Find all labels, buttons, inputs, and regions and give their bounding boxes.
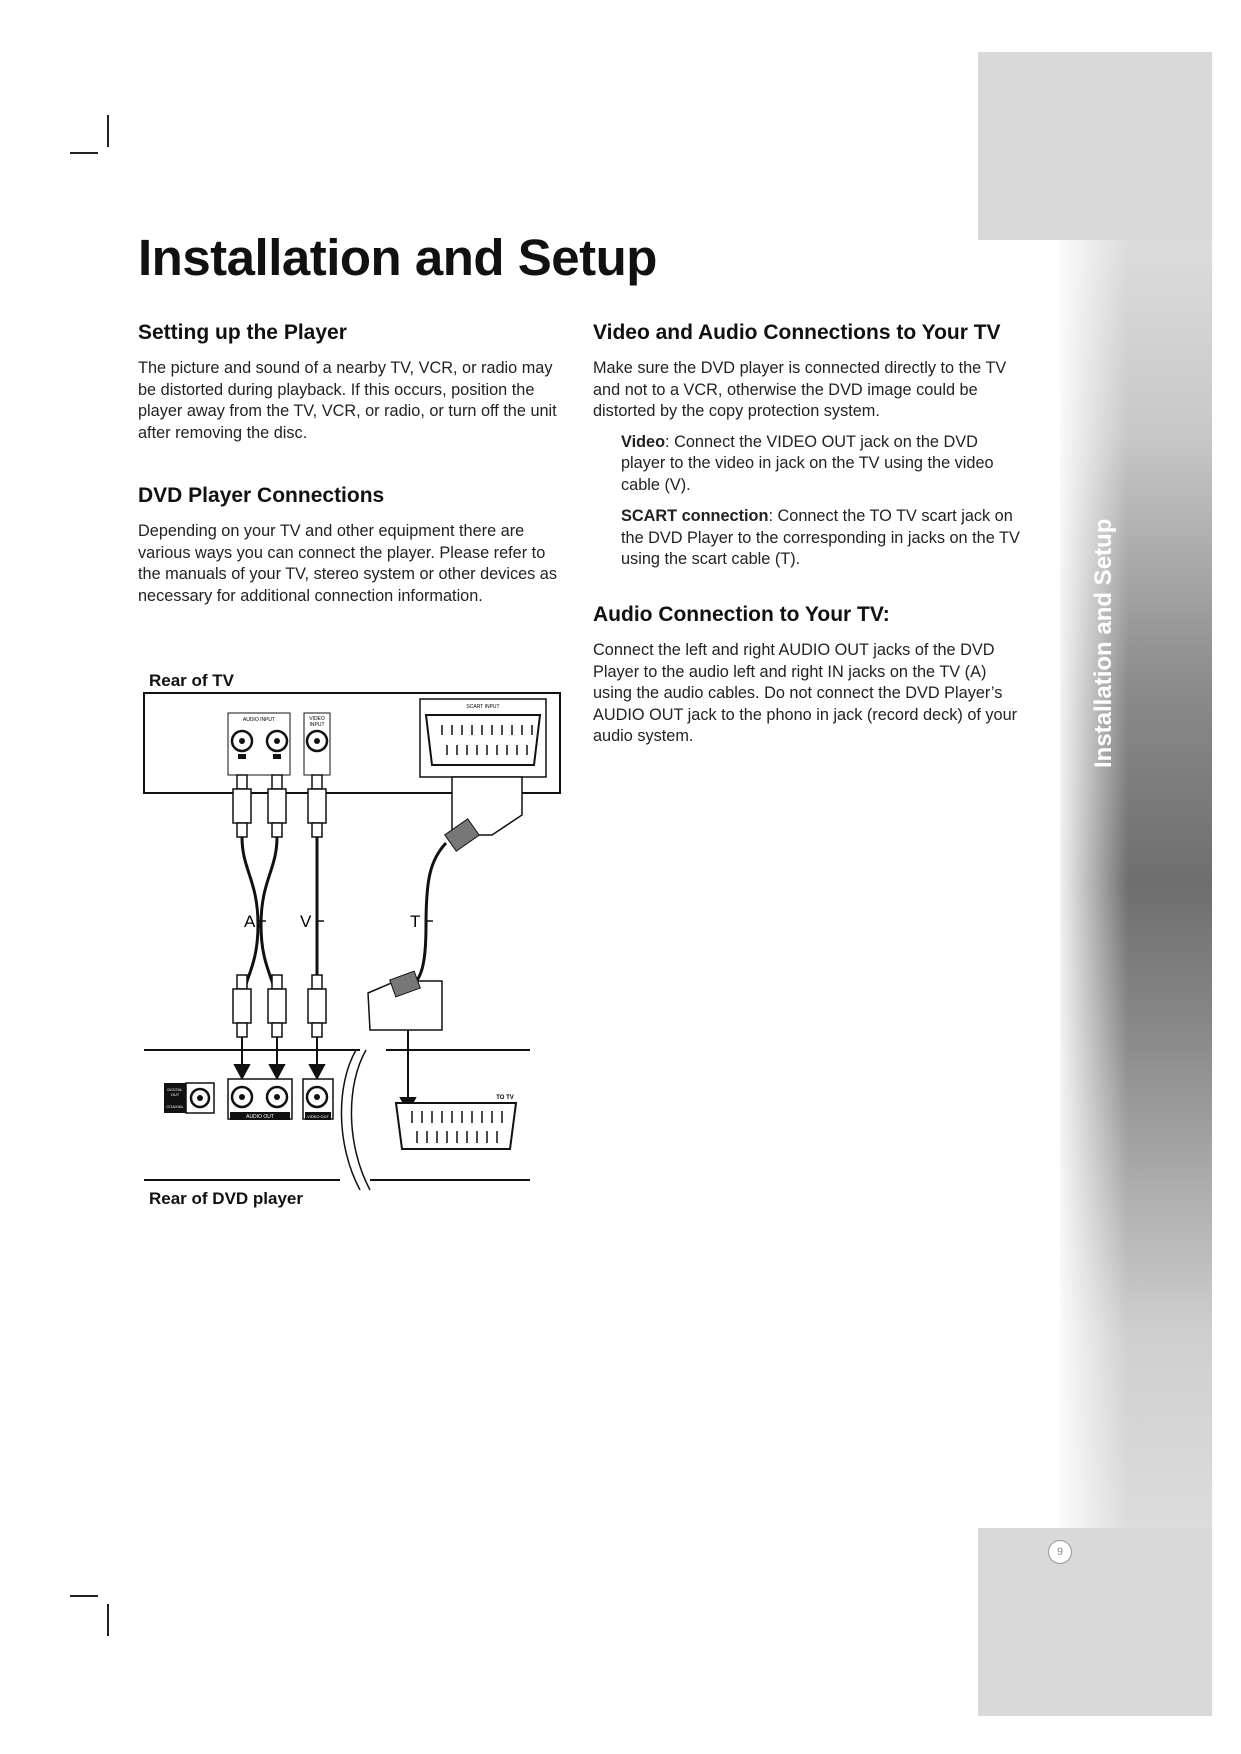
connection-diagram	[130, 685, 570, 1190]
to-tv-label: TO TV	[496, 1095, 514, 1101]
video-audio-body: Make sure the DVD player is connected directly to the TV and not to a VCR, otherwise the DVD image could be distorted by the copy protection system.	[593, 359, 1007, 420]
cable-t-label: T	[410, 912, 421, 931]
crop-mark	[70, 1595, 98, 1597]
digital-out-label-1: DIGITAL	[167, 1087, 183, 1092]
setup-heading: Setting up the Player	[138, 321, 347, 344]
video-out-label: VIDEO OUT	[306, 1114, 330, 1119]
setup-section	[138, 321, 568, 444]
rear-tv-label: Rear of TV	[149, 671, 235, 690]
scart-paragraph	[593, 506, 1023, 571]
video-term: Video	[621, 432, 666, 451]
scart-input-label: SCART INPUT	[466, 704, 500, 710]
cable-a-label: A	[244, 912, 256, 931]
cable-v-label: V	[300, 912, 312, 931]
setup-body: The picture and sound of a nearby TV, VCR, or radio may be distorted during playback. If this occurs, position the player away from the TV, VCR, or radio, or turn off the unit after removing the disc.	[138, 359, 557, 442]
side-tab-highlight	[1060, 240, 1212, 1528]
video-input-label-2: INPUT	[309, 722, 325, 728]
audio-body: Connect the left and right AUDIO OUT jacks of the DVD Player to the audio left and right IN jacks on the TV (A) using the audio cables. Do not connect the DVD Player’s AUDIO OUT jack to the phono in jack (record deck) of your audio system.	[593, 641, 1018, 745]
digital-out-label-2: OUT	[170, 1092, 180, 1097]
coaxial-label: COAXIAL	[166, 1104, 184, 1109]
page-number: 9	[1048, 1540, 1072, 1564]
tv-scart-socket	[426, 715, 540, 765]
scart-term: SCART connection	[621, 507, 769, 525]
crop-mark	[70, 152, 98, 154]
audio-heading: Audio Connection to Your TV:	[593, 603, 890, 626]
audio-out-label: AUDIO OUT	[246, 1114, 274, 1120]
crop-mark	[107, 115, 109, 147]
scart-text: : Connect the TO TV scart jack on the DVD Player to the corresponding in jacks on the TV using the scart cable (T).	[621, 507, 1020, 568]
video-audio-section	[593, 321, 1023, 571]
video-text: : Connect the VIDEO OUT jack on the DVD player to the video in jack on the TV using the video cable (V).	[621, 432, 994, 494]
dvd-side-rca-plugs	[233, 975, 326, 1037]
video-input-label-1: VIDEO	[309, 716, 325, 722]
rear-dvd-label: Rear of DVD player	[149, 1189, 303, 1208]
crop-mark	[107, 1604, 109, 1636]
video-paragraph	[593, 432, 1023, 497]
video-audio-heading: Video and Audio Connections to Your TV	[593, 321, 1001, 344]
audio-section	[593, 603, 1023, 748]
tv-side-rca-plugs	[233, 775, 326, 837]
connections-section	[138, 484, 568, 607]
audio-input-label: AUDIO INPUT	[242, 717, 276, 723]
connections-heading: DVD Player Connections	[138, 484, 385, 507]
page-title: Installation and Setup	[138, 229, 657, 286]
connections-body: Depending on your TV and other equipment there are various ways you can connect the player. Please refer to the manuals of your TV, stereo system or other devices as necessary for additional connection information.	[138, 522, 557, 605]
dvd-scart-socket	[396, 1103, 516, 1149]
